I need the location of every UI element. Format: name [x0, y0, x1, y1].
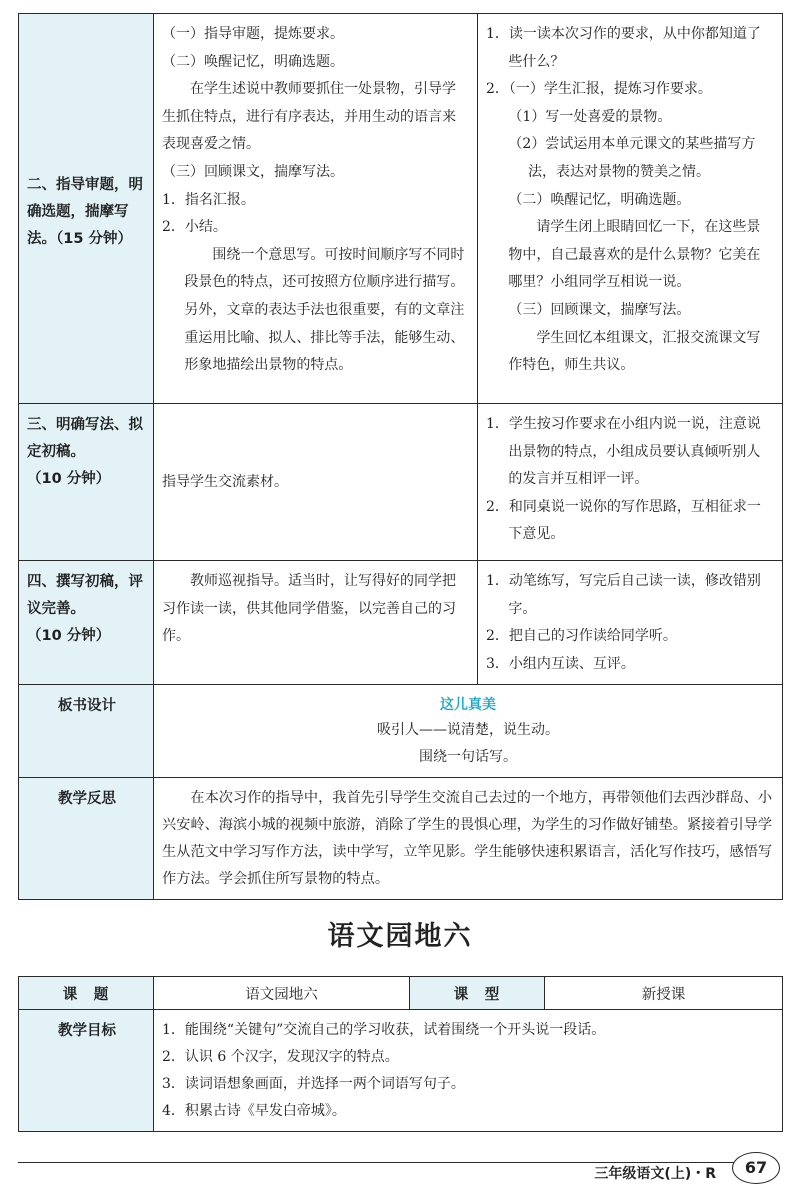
reflection-row — [19, 778, 783, 900]
step-row-3 — [19, 404, 783, 561]
student-text: 请学生闭上眼睛回忆一下，在这些景物中，自己最喜欢的是什么景物？它美在哪里？小组同学互相说一说。 — [508, 219, 761, 291]
step-3-student — [478, 404, 783, 561]
teacher-text: 指导学生交流素材。 — [162, 473, 288, 490]
student-text: （2）尝试运用本单元课文的某些描写方法，表达对景物的赞美之情。 — [508, 136, 756, 180]
student-text: 2．和同桌说一说你的写作思路，互相征求一下意见。 — [486, 498, 761, 543]
step-4-teacher — [154, 561, 478, 685]
student-text: 2．（一）学生汇报，提炼习作要求。 — [486, 81, 712, 98]
type-value: 新授课 — [545, 977, 783, 1010]
page-footer — [0, 1150, 800, 1201]
step-4-student — [478, 561, 783, 685]
student-text: 学生回忆本组课文，汇报交流课文写作特色，师生共议。 — [508, 329, 761, 374]
reflection-content — [154, 778, 783, 900]
goal-item: 1．能围绕“关键句”交流自己的学习收获，试着围绕一个开头说一段话。 — [162, 1022, 606, 1038]
board-line: 吸引人——说清楚，说生动。 — [377, 721, 559, 738]
teacher-text: 2．小结。 — [162, 219, 227, 236]
section-title: 语文园地六 — [327, 921, 473, 952]
lesson-steps-table — [18, 13, 783, 900]
topic-row — [19, 977, 783, 1010]
board-design-content — [154, 685, 783, 778]
teacher-text: 围绕一个意思写。可按时间顺序写不同时段景色的特点，还可按照方位顺序进行描写。另外，文章的表达手法也很重要，有的文章注重运用比喻、拟人、排比等手法，能够生动、形象地描绘出景物的特点。 — [184, 246, 465, 374]
step-row-2 — [19, 14, 783, 404]
teacher-text: （二）唤醒记忆，明确选题。 — [162, 53, 344, 70]
reflection-label: 教学反思 — [19, 778, 154, 900]
step-2-label: 二、指导审题，明 确选题，揣摩写 法。（15 分钟） — [19, 14, 154, 404]
goals-row — [19, 1010, 783, 1132]
goal-item: 3．读词语想象画面，并选择一两个词语写句子。 — [162, 1076, 465, 1092]
teacher-text: 在学生述说中教师要抓住一处景物，引导学生抓住特点，进行有序表达，并用生动的语言来表现喜爱之情。 — [162, 81, 456, 153]
goals-content — [154, 1010, 783, 1132]
topic-label: 课 题 — [19, 977, 154, 1010]
teacher-text: （一）指导审题，提炼要求。 — [162, 26, 344, 42]
teacher-text: （三）回顾课文，揣摩写法。 — [162, 163, 344, 180]
type-label: 课 型 — [410, 977, 545, 1010]
board-design-row — [19, 685, 783, 778]
teacher-text: 教师巡视指导。适当时，让写得好的同学把习作读一读，供其他同学借鉴，以完善自己的习作。 — [162, 573, 456, 645]
student-text: （二）唤醒记忆，明确选题。 — [508, 191, 691, 208]
goal-item: 4．积累古诗《早发白帝城》。 — [162, 1103, 346, 1119]
student-text: 3．小组内互读、互评。 — [486, 655, 635, 672]
goal-item: 2．认识 6 个汉字，发现汉字的特点。 — [162, 1049, 399, 1065]
step-3-label: 三、明确写法、拟 定初稿。 （10 分钟） — [19, 404, 154, 561]
student-text: （1）写一处喜爱的景物。 — [508, 108, 672, 125]
board-title: 这儿真美 — [440, 696, 496, 713]
step-4-label: 四、撰写初稿，评 议完善。 （10 分钟） — [19, 561, 154, 685]
book-title: 三年级语文(上)・R — [588, 1163, 722, 1183]
student-text: 1．动笔练写，写完后自己读一读，修改错别字。 — [486, 573, 761, 617]
goals-label: 教学目标 — [19, 1010, 154, 1132]
step-row-4 — [19, 561, 783, 685]
topic-value: 语文园地六 — [154, 977, 410, 1010]
step-2-student — [478, 14, 783, 404]
lesson-info-table — [18, 976, 783, 1132]
student-text: 1．学生按习作要求在小组内说一说，注意说出景物的特点，小组成员要认真倾听别人的发言并互相评一评。 — [486, 416, 761, 488]
teacher-text: 1．指名汇报。 — [162, 191, 255, 208]
student-text: 2．把自己的习作读给同学听。 — [486, 628, 677, 645]
board-line: 围绕一句话写。 — [419, 748, 517, 765]
board-design-label: 板书设计 — [19, 685, 154, 778]
page-number: 67 — [732, 1152, 780, 1184]
student-text: （三）回顾课文，揣摩写法。 — [508, 301, 691, 318]
reflection-text: 在本次习作的指导中，我首先引导学生交流自己去过的一个地方，再带领他们去西沙群岛、小兴安岭、海滨小城的视频中旅游，消除了学生的畏惧心理，为学生的习作做好铺垫。紧接着引导学生从范文中学习写作方法，读中学写，立竿见影。学生能够快速积累语言，活化写作技巧，感悟写作方法。学会抓住所写景物的特点。 — [162, 790, 773, 888]
step-3-teacher — [154, 404, 478, 561]
step-2-teacher — [154, 14, 478, 404]
student-text: 1．读一读本次习作的要求，从中你都知道了些什么？ — [486, 26, 761, 70]
